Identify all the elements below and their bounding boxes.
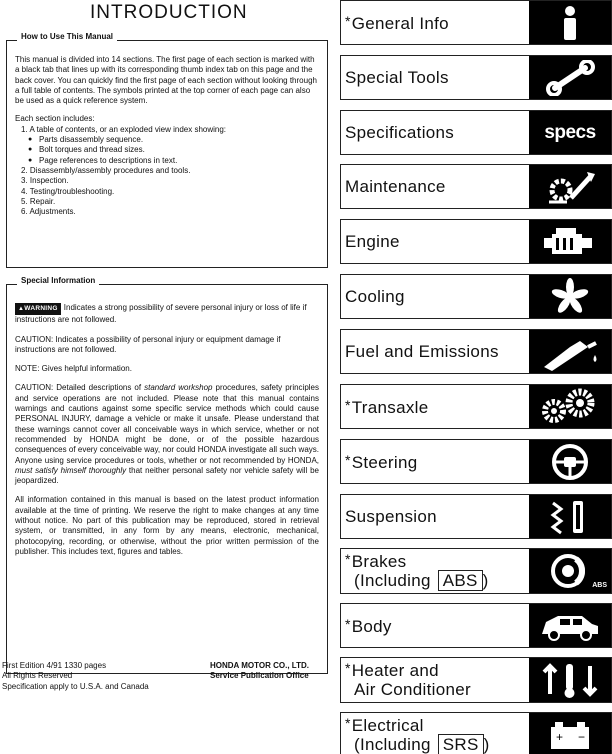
special-information-heading: Special Information xyxy=(17,276,99,286)
tab-label: Fuel and Emissions xyxy=(345,342,499,361)
svg-text:−: − xyxy=(578,730,586,744)
warning-paragraph xyxy=(15,303,319,326)
tab-label: Cooling xyxy=(345,287,405,306)
caution-detail-emphasis: standard workshop xyxy=(144,383,213,393)
list-item: 2. Disassembly/assembly procedures and tools. xyxy=(21,165,191,175)
caution-detail-text: procedures, safety principles and service operations are not included. Please note that this manual contains warnings and cautions against some specific service methods which could cause PERSONAL INJURY, damage a vehicle or make it unsafe. Please understand that these warnings cannot cover all conceivable ways in which service, whether or not recommended by HONDA might be done, or of the possible hazardous consequences of every conceivable way, nor could HONDA investigate all such ways. Anyone using service procedures or tools, whether or not recommended by HONDA, xyxy=(15,383,320,465)
tab-label-line2: (Including xyxy=(354,735,431,754)
asterisk-mark: * xyxy=(345,551,351,567)
car-body-icon xyxy=(529,604,611,647)
warning-text: Indicates a strong possibility of severe personal injury or loss of life if instructions are not followed. xyxy=(15,303,307,325)
tab-label: Body xyxy=(351,617,392,636)
info-icon xyxy=(529,1,611,44)
tab-special-tools[interactable] xyxy=(340,55,612,100)
shock-absorber-icon xyxy=(529,495,611,538)
asterisk-mark: * xyxy=(345,397,351,413)
list-item: 1. A table of contents, or an exploded view index showing: xyxy=(21,124,227,134)
list-item: 3. Inspection. xyxy=(21,176,69,186)
tab-label: Specifications xyxy=(345,123,455,142)
tab-electrical[interactable] xyxy=(340,712,612,754)
tab-specifications[interactable] xyxy=(340,110,612,155)
specs-icon-text: specs xyxy=(544,121,596,143)
warning-badge: ▲ WARNING xyxy=(15,303,61,315)
specs-icon xyxy=(529,111,611,154)
fan-icon xyxy=(529,275,611,318)
tab-maintenance[interactable] xyxy=(340,164,612,209)
section-includes-label: Each section includes: xyxy=(15,114,95,124)
list-item: 4. Testing/troubleshooting. xyxy=(21,186,115,196)
how-to-use-heading: How to Use This Manual xyxy=(17,32,117,42)
tab-cooling[interactable] xyxy=(340,274,612,319)
tab-fuel-and-emissions[interactable] xyxy=(340,329,612,374)
how-to-use-section xyxy=(6,32,328,268)
note-paragraph: NOTE: Gives helpful information. xyxy=(15,364,132,374)
bullet-item: ● Parts disassembly sequence. xyxy=(15,135,319,145)
tab-label: Steering xyxy=(351,453,418,472)
asterisk-mark: * xyxy=(345,715,351,731)
abs-boxed-label: ABS xyxy=(438,570,483,591)
tab-general-info[interactable] xyxy=(340,0,612,45)
bullet-item: ● Page references to descriptions in text. xyxy=(15,156,319,166)
asterisk-mark: * xyxy=(345,13,351,29)
gears-icon xyxy=(529,385,611,428)
tab-label: Maintenance xyxy=(345,177,446,196)
wrench-icon xyxy=(529,56,611,99)
maintenance-icon xyxy=(529,165,611,208)
tab-label: Transaxle xyxy=(351,398,429,417)
tab-label: Electrical xyxy=(351,716,424,735)
caution-paragraph: CAUTION: Indicates a possibility of personal injury or equipment damage if instructions are not followed. xyxy=(15,334,281,354)
tab-label: Special Tools xyxy=(345,68,449,87)
tab-label-closing: ) xyxy=(482,571,489,590)
tab-steering[interactable] xyxy=(340,439,612,484)
tab-engine[interactable] xyxy=(340,219,612,264)
tab-label: Suspension xyxy=(345,507,437,526)
engine-icon xyxy=(529,220,611,263)
caution-detail-text: CAUTION: Detailed descriptions of xyxy=(15,383,145,393)
steering-wheel-icon xyxy=(529,440,611,483)
brake-disc-icon xyxy=(529,549,611,593)
tab-label: Engine xyxy=(345,232,400,251)
info-paragraph: All information contained in this manual is based on the latest product information available at the time of printing. We reserve the right to make changes at any time without notice. No part of this publication may be reproduced, stored in retrieval system, or transmitted, in any form by any means, electronic, mechanical, photocopying, recording, or otherwise, without the prior written permission of the publisher. This includes text, figures and tables. xyxy=(15,495,319,556)
tab-transaxle[interactable] xyxy=(340,384,612,429)
tab-label: Brakes xyxy=(351,552,407,571)
edition-line: First Edition 4/91 1330 pages xyxy=(2,661,107,670)
heater-ac-icon xyxy=(529,658,611,702)
tab-heater-and-air-conditioner[interactable] xyxy=(340,657,612,703)
battery-icon xyxy=(529,713,611,754)
caution-detail-paragraph xyxy=(15,383,319,486)
list-item: 5. Repair. xyxy=(21,196,56,206)
publisher-name: HONDA MOTOR CO., LTD. xyxy=(210,661,309,670)
fuel-nozzle-icon xyxy=(529,330,611,373)
abs-icon-text: ABS xyxy=(592,582,607,589)
tab-body[interactable] xyxy=(340,603,612,648)
caution-detail-emphasis: must satisfy himself thoroughly xyxy=(15,465,127,475)
publisher-info xyxy=(210,661,309,682)
tab-label: Heater and xyxy=(351,661,439,680)
page-title: INTRODUCTION xyxy=(90,2,248,23)
tab-label-closing: ) xyxy=(483,735,490,754)
list-item: 6. Adjustments. xyxy=(21,207,76,217)
caution-detail-text: that neither personal safety nor vehicle safety will be jeopardized. xyxy=(15,465,320,486)
specification-line: Specification apply to U.S.A. and Canada xyxy=(2,681,149,691)
tab-suspension[interactable] xyxy=(340,494,612,539)
tab-label-line2: Air Conditioner xyxy=(354,680,471,699)
asterisk-mark: * xyxy=(345,452,351,468)
bullet-item: ● Bolt torques and thread sizes. xyxy=(15,145,319,155)
asterisk-mark: * xyxy=(345,660,351,676)
asterisk-mark: * xyxy=(345,616,351,632)
tab-brakes[interactable] xyxy=(340,548,612,594)
tab-label-line2: (Including xyxy=(354,571,431,590)
srs-boxed-label: SRS xyxy=(438,734,484,754)
special-information-section xyxy=(6,276,328,674)
how-to-intro: This manual is divided into 14 sections. The first page of each section is marked with a black tab that lines up with its corresponding thumb index tab on this page and the back cover. You can quickly find the first page of each section without looking through a full table of contents. The symbols printed at the top corner of each page can also be used as a quick reference system. xyxy=(15,55,317,106)
svg-text:+: + xyxy=(556,730,564,744)
edition-info xyxy=(2,661,149,692)
rights-line: All Rights Reserved xyxy=(2,671,73,681)
tab-label: General Info xyxy=(351,14,449,33)
publisher-office: Service Publication Office xyxy=(210,671,309,681)
